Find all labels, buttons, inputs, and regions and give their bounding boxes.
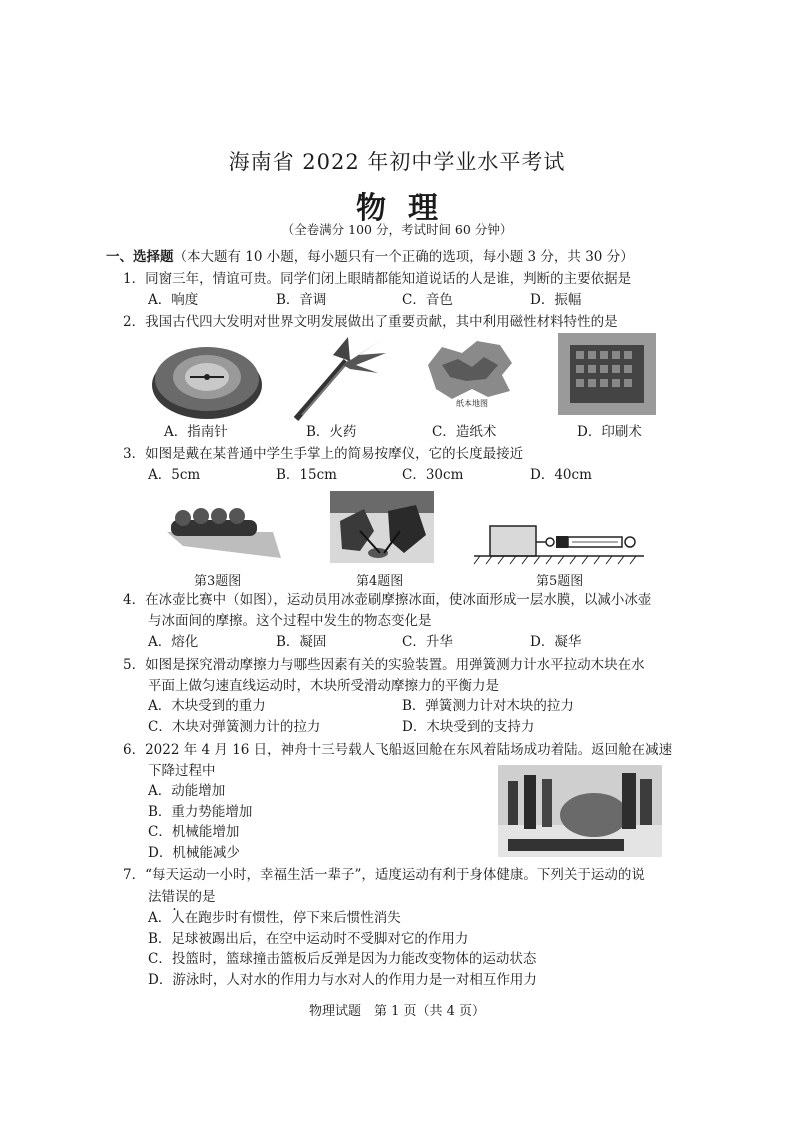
caption-fig4: 第4题图: [356, 574, 404, 589]
q4-option-d: D．凝华: [530, 634, 582, 650]
q3-option-d: D．40cm: [530, 467, 592, 483]
q1-text: 1．同窗三年，情谊可贵。同学们闭上眼睛都能知道说话的人是谁，判断的主要依据是: [123, 271, 632, 287]
compass-image: [150, 335, 265, 423]
q7-text-line1: 7．“每天运动一小时，幸福生活一辈子”，适度运动有利于身体健康。下列关于运动的说: [123, 867, 645, 883]
q6-option-b: B．重力势能增加: [148, 804, 253, 820]
caption-fig3: 第3题图: [194, 574, 242, 589]
exam-note: （全卷满分 100 分，考试时间 60 分钟）: [281, 222, 513, 237]
subject-title: 物理: [356, 191, 460, 226]
q6-option-c: C．机械能增加: [148, 824, 240, 840]
emphasis-word: 错误: [161, 889, 189, 905]
q1-option-a: A．响度: [148, 292, 199, 308]
q6-option-a: A．动能增加: [148, 783, 226, 799]
q5-text-line1: 5．如图是探究滑动摩擦力与哪些因素有关的实验装置。用弹簧测力计水平拉动木块在水: [123, 657, 645, 673]
q4-text-line1: 4．在冰壶比赛中（如图），运动员用冰壶刷摩擦冰面，使冰面形成一层水膜，以减小冰壶: [123, 592, 652, 608]
q2-text: 2．我国古代四大发明对世界文明发展做出了重要贡献，其中利用磁性材料特性的是: [123, 314, 618, 330]
page-footer: 物理试题 第 1 页（共 4 页）: [308, 1004, 486, 1019]
curling-image: [330, 491, 434, 563]
q4-text-line2: 与冰面间的摩擦。这个过程中发生的物态变化是: [148, 613, 432, 629]
printing-image: [558, 333, 656, 415]
q2-option-c: C．造纸术: [432, 424, 497, 440]
q3-text: 3．如图是戴在某普通中学生手掌上的简易按摩仪，它的长度最接近: [123, 446, 524, 462]
q7-option-d: D．游泳时，人对水的作用力与水对人的作用力是一对相互作用力: [148, 972, 537, 988]
exam-title: 海南省 2022 年初中学业水平考试: [228, 150, 566, 174]
gunpowder-image: [288, 335, 388, 423]
q5-text-line2: 平面上做匀速直线运动时，木块所受滑动摩擦力的平衡力是: [148, 678, 499, 694]
q2-option-d: D．印刷术: [577, 424, 642, 440]
capsule-landing-image: [498, 765, 662, 857]
q3-option-b: B．15cm: [276, 467, 337, 483]
q2-option-b: B．火药: [306, 424, 357, 440]
q3-option-c: C．30cm: [402, 467, 464, 483]
q1-option-c: C．音色: [402, 292, 453, 308]
q7-option-c: C．投篮时，篮球撞击篮板后反弹是因为力能改变物体的运动状态: [148, 951, 537, 967]
massager-image: [163, 502, 283, 562]
q5-option-c: C．木块对弹簧测力计的拉力: [148, 719, 321, 735]
q6-option-d: D．机械能减少: [148, 845, 240, 861]
q5-option-a: A．木块受到的重力: [148, 698, 266, 714]
map-label: 纸本地图: [456, 399, 488, 408]
section-heading: 一、选择题（本大题有 10 小题，每小题只有一个正确的选项，每小题 3 分，共 30 分）: [106, 249, 634, 265]
q4-option-c: C．升华: [402, 634, 453, 650]
q6-text-line2: 下降过程中: [148, 763, 216, 779]
q7-text-line2: 法错误的是: [148, 889, 216, 905]
q5-option-d: D．木块受到的支持力: [402, 719, 535, 735]
q2-option-a: A．指南针: [164, 424, 228, 440]
q7-option-b: B．足球被踢出后，在空中运动时不受脚对它的作用力: [148, 931, 469, 947]
q6-text-line1: 6．2022 年 4 月 16 日，神舟十三号载人飞船返回舱在东风着陆场成功着陆。返回舱在减速: [123, 742, 673, 758]
friction-experiment-image: [472, 512, 648, 568]
q3-option-a: A．5cm: [148, 467, 201, 483]
q7-option-a: A．人在跑步时有惯性，停下来后惯性消失: [148, 910, 401, 926]
caption-fig5: 第5题图: [536, 574, 584, 589]
q1-option-d: D．振幅: [530, 292, 582, 308]
q1-option-b: B．音调: [276, 292, 327, 308]
q4-option-b: B．凝固: [276, 634, 327, 650]
q5-option-b: B．弹簧测力计对木块的拉力: [402, 698, 574, 714]
q4-option-a: A．熔化: [148, 634, 199, 650]
